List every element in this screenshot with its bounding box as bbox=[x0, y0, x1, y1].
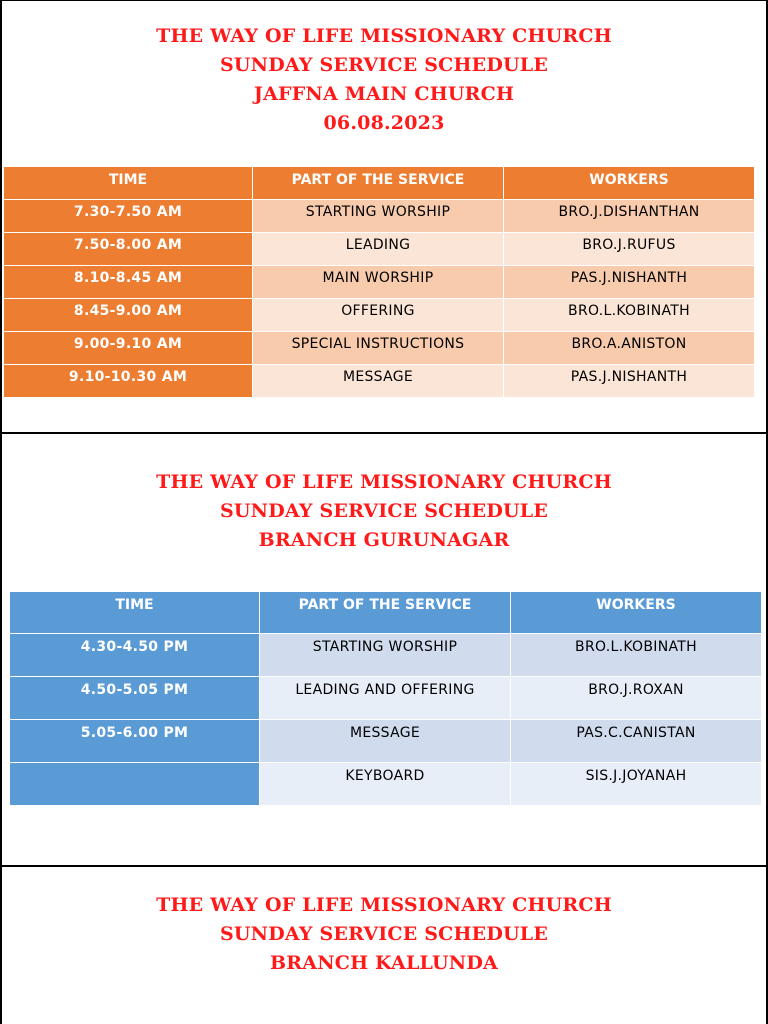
worker-cell: BRO.L.KOBINATH bbox=[504, 299, 755, 332]
column-header-workers: WORKERS bbox=[504, 167, 755, 200]
table-row bbox=[4, 365, 755, 398]
part-cell: STARTING WORSHIP bbox=[253, 200, 504, 233]
schedule-heading bbox=[2, 22, 766, 138]
part-cell: KEYBOARD bbox=[260, 763, 511, 806]
time-cell: 5.05-6.00 PM bbox=[10, 720, 260, 763]
table-row bbox=[4, 200, 755, 233]
part-cell: STARTING WORSHIP bbox=[260, 634, 511, 677]
worker-cell: PAS.J.NISHANTH bbox=[504, 365, 755, 398]
table-row bbox=[4, 299, 755, 332]
part-cell: SPECIAL INSTRUCTIONS bbox=[253, 332, 504, 365]
table-header-row bbox=[10, 592, 762, 634]
time-cell: 9.00-9.10 AM bbox=[4, 332, 253, 365]
part-cell: LEADING AND OFFERING bbox=[260, 677, 511, 720]
part-cell: MESSAGE bbox=[260, 720, 511, 763]
schedule-title: SUNDAY SERVICE SCHEDULE bbox=[219, 500, 549, 522]
schedule-date: 06.08.2023 bbox=[323, 112, 445, 134]
worker-cell: BRO.L.KOBINATH bbox=[511, 634, 762, 677]
worker-cell: PAS.J.NISHANTH bbox=[504, 266, 755, 299]
schedule-card-jaffna bbox=[0, 0, 768, 434]
location-name: BRANCH KALLUNDA bbox=[270, 952, 498, 974]
worker-cell: BRO.J.DISHANTHAN bbox=[504, 200, 755, 233]
part-cell: MAIN WORSHIP bbox=[253, 266, 504, 299]
schedule-heading bbox=[2, 468, 766, 555]
part-cell: MESSAGE bbox=[253, 365, 504, 398]
worker-cell: BRO.J.ROXAN bbox=[511, 677, 762, 720]
time-cell: 9.10-10.30 AM bbox=[4, 365, 253, 398]
part-cell: LEADING bbox=[253, 233, 504, 266]
column-header-time: TIME bbox=[10, 592, 260, 634]
schedule-title: SUNDAY SERVICE SCHEDULE bbox=[219, 54, 549, 76]
worker-cell: PAS.C.CANISTAN bbox=[511, 720, 762, 763]
location-name: BRANCH GURUNAGAR bbox=[258, 529, 510, 551]
column-header-time: TIME bbox=[4, 167, 253, 200]
table-row bbox=[10, 720, 762, 763]
time-cell: 7.30-7.50 AM bbox=[4, 200, 253, 233]
church-name: THE WAY OF LIFE MISSIONARY CHURCH bbox=[156, 25, 612, 47]
time-cell bbox=[10, 763, 260, 806]
time-cell: 4.30-4.50 PM bbox=[10, 634, 260, 677]
schedule-title: SUNDAY SERVICE SCHEDULE bbox=[219, 923, 549, 945]
church-name: THE WAY OF LIFE MISSIONARY CHURCH bbox=[156, 894, 612, 916]
column-header-part: PART OF THE SERVICE bbox=[253, 167, 504, 200]
location-name: JAFFNA MAIN CHURCH bbox=[253, 83, 515, 105]
time-cell: 7.50-8.00 AM bbox=[4, 233, 253, 266]
table-row bbox=[10, 677, 762, 720]
table-row bbox=[4, 233, 755, 266]
schedule-card-kallunda bbox=[0, 865, 768, 1024]
schedule-table bbox=[10, 592, 762, 806]
column-header-part: PART OF THE SERVICE bbox=[260, 592, 511, 634]
schedule-heading bbox=[2, 891, 766, 978]
part-cell: OFFERING bbox=[253, 299, 504, 332]
worker-cell: BRO.A.ANISTON bbox=[504, 332, 755, 365]
schedule-table bbox=[4, 167, 755, 398]
time-cell: 4.50-5.05 PM bbox=[10, 677, 260, 720]
table-row bbox=[4, 266, 755, 299]
table-row bbox=[4, 332, 755, 365]
table-header-row bbox=[4, 167, 755, 200]
schedule-card-gurunagar bbox=[0, 432, 768, 867]
worker-cell: SIS.J.JOYANAH bbox=[511, 763, 762, 806]
church-name: THE WAY OF LIFE MISSIONARY CHURCH bbox=[156, 471, 612, 493]
time-cell: 8.45-9.00 AM bbox=[4, 299, 253, 332]
table-row bbox=[10, 763, 762, 806]
worker-cell: BRO.J.RUFUS bbox=[504, 233, 755, 266]
table-row bbox=[10, 634, 762, 677]
time-cell: 8.10-8.45 AM bbox=[4, 266, 253, 299]
column-header-workers: WORKERS bbox=[511, 592, 762, 634]
